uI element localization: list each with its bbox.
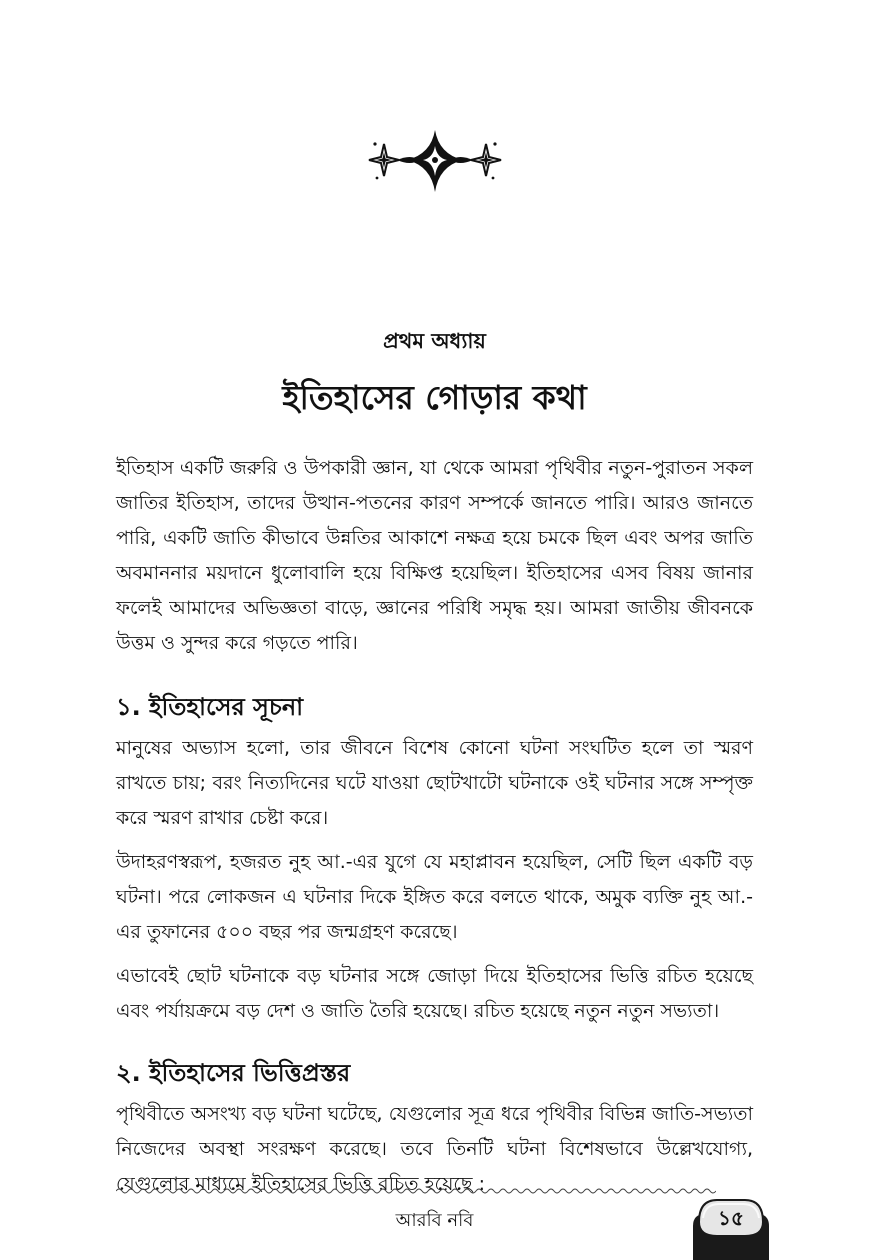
section-heading-origin: ১. ইতিহাসের সূচনা [116, 693, 304, 721]
section1-paragraph: মানুষের অভ্যাস হলো, তার জীবনে বিশেষ কোনো ঘটনা সংঘটিত হলে তা স্মরণ রাখতে চায়; বরং নিত্যদিনের ঘটে যাওয়া ছোটখাটো ঘটনাকে ওই ঘটনার সঙ্গে সম্পৃক্ত করে স্মরণ রাখার চেষ্টা করে। [116, 737, 753, 829]
section2-paragraph: পৃথিবীতে অসংখ্য বড় ঘটনা ঘটেছে, যেগুলোর সূত্র ধরে পৃথিবীর বিভিন্ন জাতি-সভ্যতা নিজেদের অবস্থা সংরক্ষণ করেছে। তবে তিনটি ঘটনা বিশেষভাবে উল্লেখযোগ্য, যেগুলোর মাধ্যমে ইতিহাসের ভিত্তি রচিত হয়েছে : [116, 1103, 753, 1195]
page-content [116, 451, 753, 1202]
page-number: ১৫ [718, 1206, 744, 1230]
section1-paragraph: এভাবেই ছোট ঘটনাকে বড় ঘটনার সঙ্গে জোড়া দিয়ে ইতিহাসের ভিত্তি রচিত হয়েছে এবং পর্যায়ক্রমে বড় দেশ ও জাতি তৈরি হয়েছে। রচিত হয়েছে নতুন নতুন সভ্যতা। [116, 965, 753, 1022]
footer-divider [116, 1187, 716, 1195]
section1-paragraph: উদাহরণস্বরূপ, হজরত নুহ আ.-এর যুগে যে মহাপ্লাবন হয়েছিল, সেটি ছিল একটি বড় ঘটনা। পরে লোকজন এ ঘটনার দিকে ইঙ্গিত করে বলতে থাকে, অমুক ব্যক্তি নুহ আ.-এর তুফানের ৫০০ বছর পর জন্মগ্রহণ করেছে। [116, 851, 753, 943]
chapter-label: প্রথম অধ্যায় [383, 329, 486, 353]
section-heading-foundation: ২. ইতিহাসের ভিত্তিপ্রস্তর [116, 1059, 351, 1087]
star-ornament-icon [367, 130, 503, 194]
intro-paragraph: ইতিহাস একটি জরুরি ও উপকারী জ্ঞান, যা থেকে আমরা পৃথিবীর নতুন-পুরাতন সকল জাতির ইতিহাস, তাদের উত্থান-পতনের কারণ সম্পর্কে জানতে পারি। আরও জানতে পারি, একটি জাতি কীভাবে উন্নতির আকাশে নক্ষত্র হয়ে চমকে ছিল এবং অপর জাতি অবমাননার ময়দানে ধুলোবালি হয়ে বিক্ষিপ্ত হয়েছিল। ইতিহাসের এসব বিষয় জানার ফলেই আমাদের অভিজ্ঞতা বাড়ে, জ্ঞানের পরিধি সমৃদ্ধ হয়। আমরা জাতীয় জীবনকে উত্তম ও সুন্দর করে গড়তে পারি। [116, 457, 753, 654]
chapter-title: ইতিহাসের গোড়ার কথা [282, 378, 587, 417]
footer-book-title: আরবি নবি [395, 1210, 474, 1231]
